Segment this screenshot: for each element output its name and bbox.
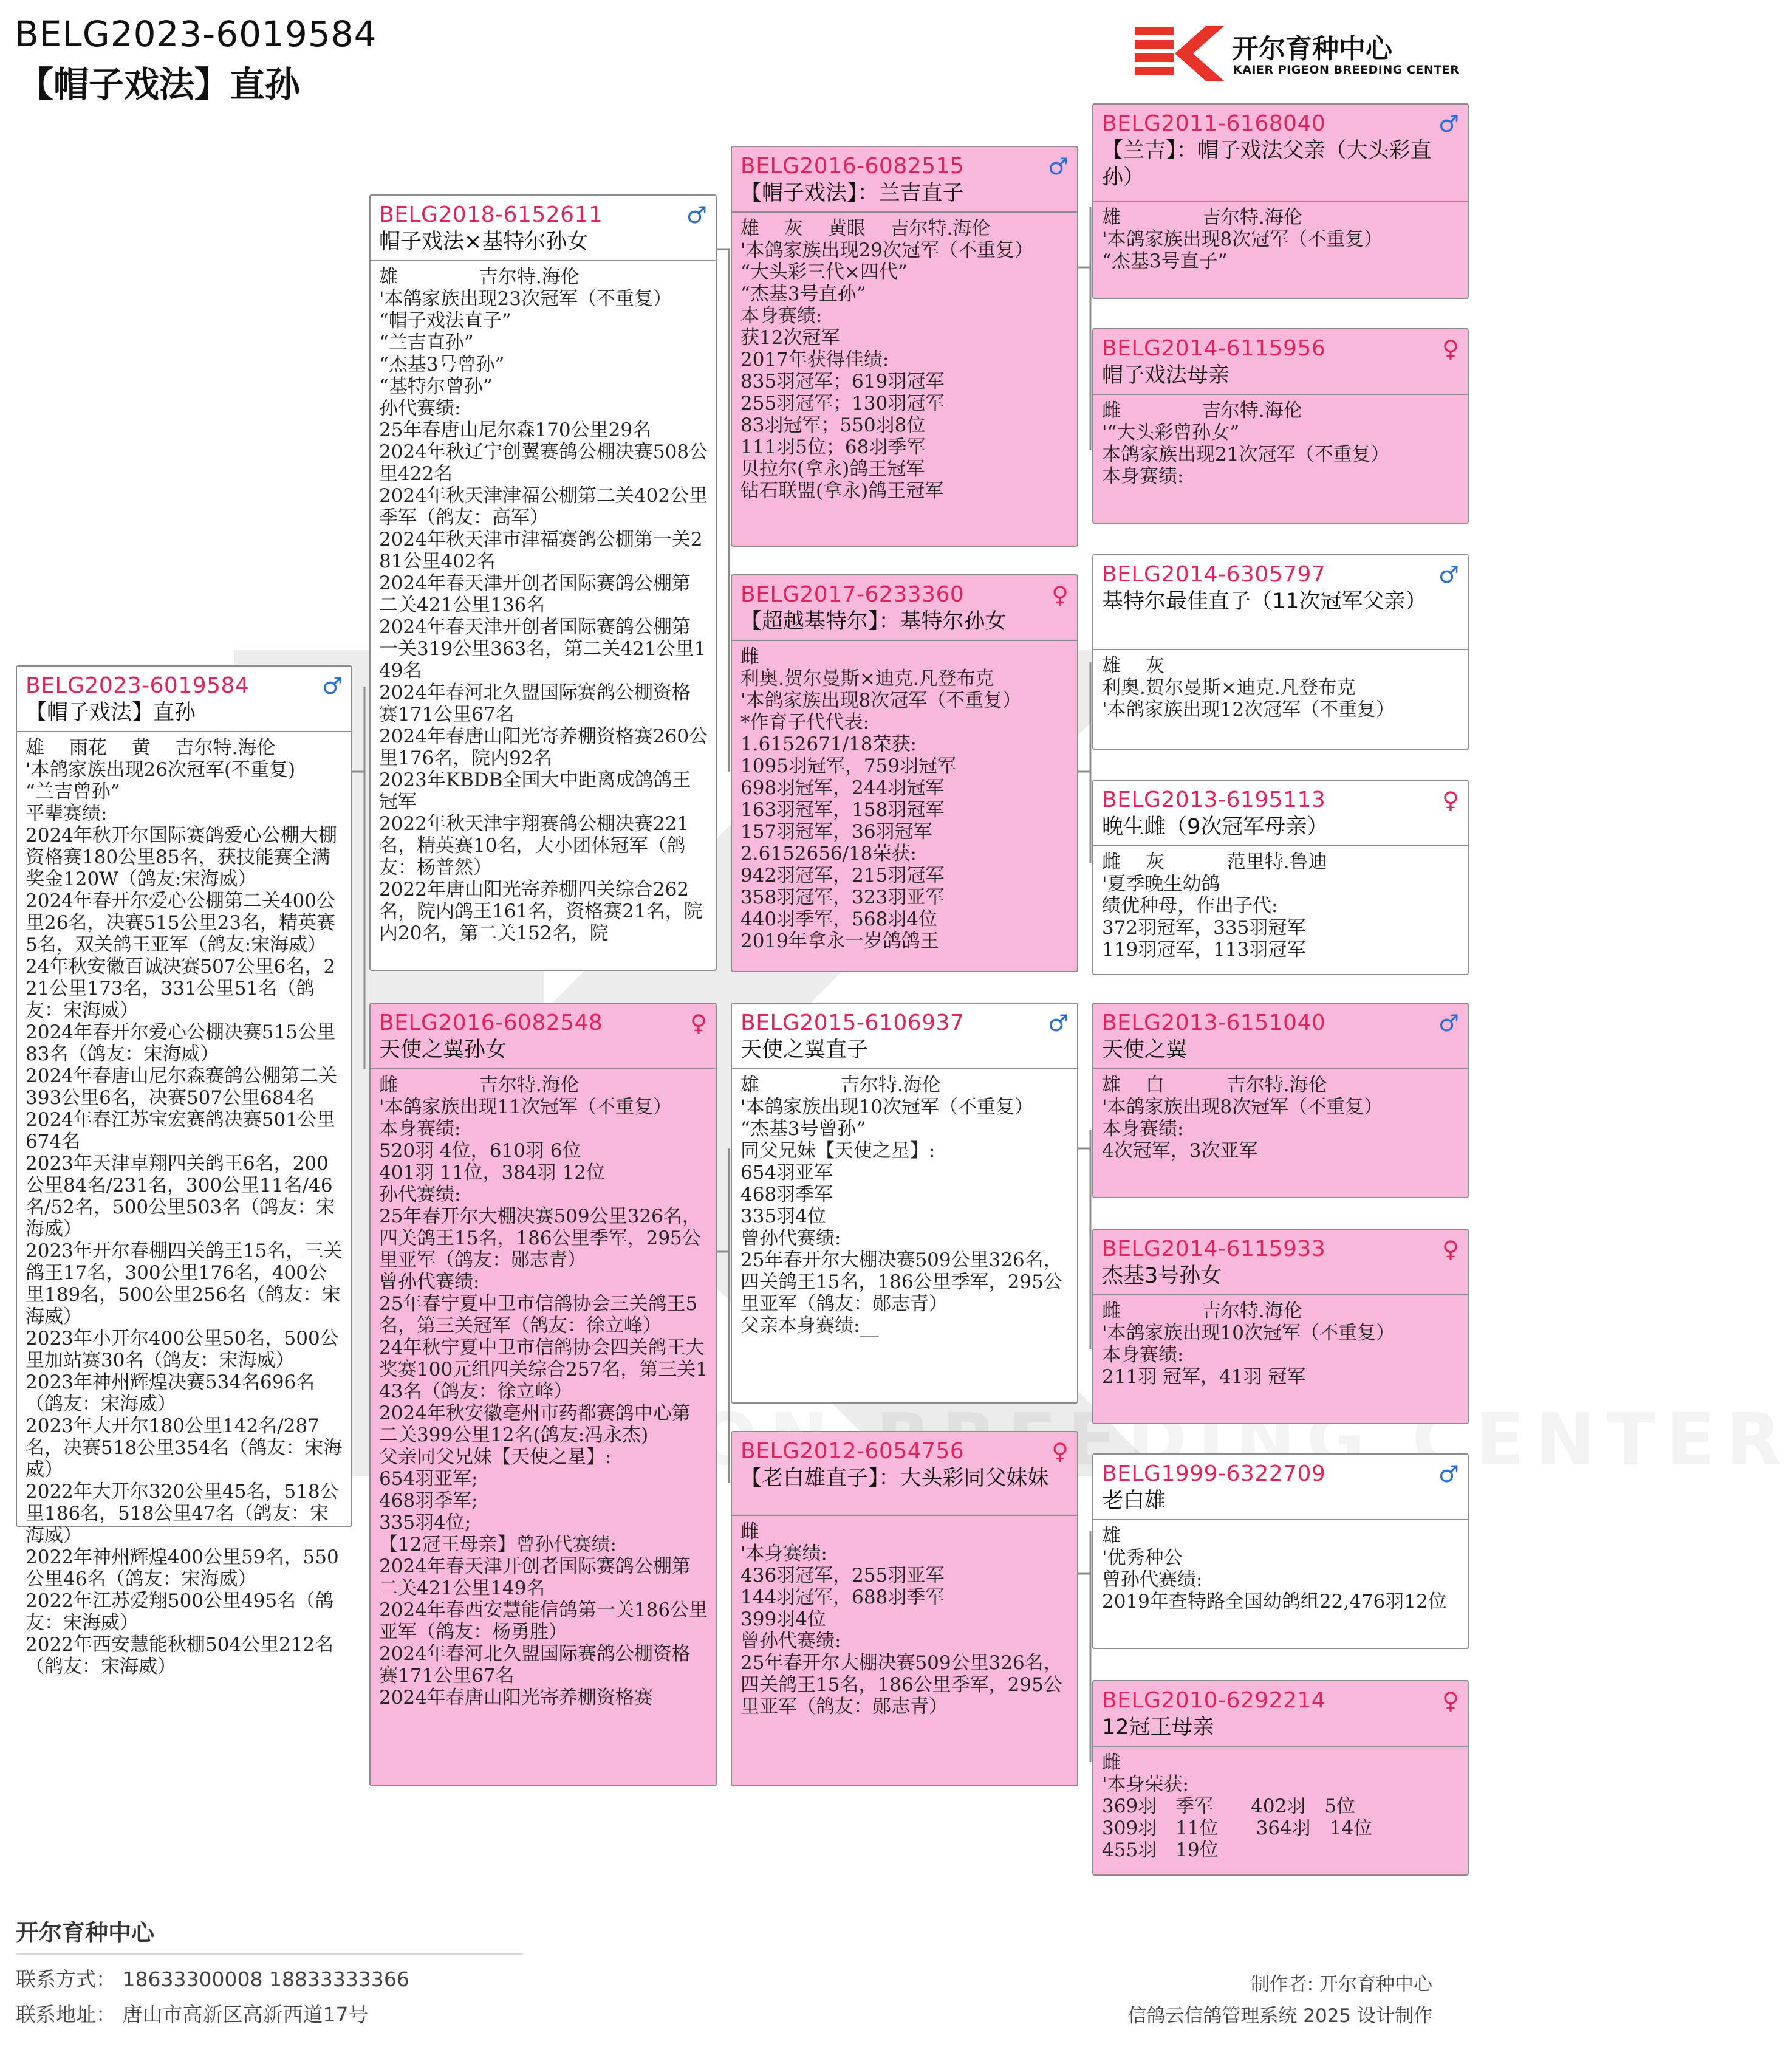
pigeon-description: 雄 灰 利奥.贺尔曼斯×迪克.凡登布克 '本鸽家族出现12次冠军（不重复） [1102,655,1395,721]
footer-contact: 联系方式： 18633300008 18833333366 [16,1967,409,1991]
ring-number: BELG2013-6195113 [1102,787,1326,812]
male-icon: ♂ [321,673,343,699]
page-title: 【帽子戏法】直孙 [18,64,301,105]
pedigree-card-ddd[interactable] [1092,1680,1469,1876]
pedigree-card-dsd[interactable] [1092,1229,1469,1424]
ring-number: BELG2016-6082548 [379,1010,603,1035]
pigeon-description: 雄 吉尔特.海伦 '本鸽家族出现23次冠军（不重复） “帽子戏法直子” “兰吉直孙” “杰基3号曾孙” “基特尔曾孙” 孙代赛绩: 25年春唐山尼尔森170公里29名 2024年秋辽宁创翼赛鸽公棚决赛508公里422名 2024年秋天津津福公棚第二关402公里季军（鸽友：高军） 2024年秋天津市津福赛鸽公棚第一关281公里402名 2024年春天津开创者国际赛鸽公棚第二关421公里136名 2024年春天津开创者国际赛鸽公棚第一关319公里363名，第二关421公里149名 2024年春河北久盟国际赛鸽公棚资格赛171公里67名 2024年春唐山阳光寄养棚资格赛260公里176名，院内92名 2023年KBDB全国大中距离成鸽鸽王冠军 2022年秋天津宇翔赛鸽公棚决赛221名，精英赛10名，大小团体冠军（鸽友：杨普然） 2022年唐山阳光寄养棚四关综合262名，院内鸽王161名，资格赛21名，院内20名，第二关152名，院 [379,266,708,944]
pigeon-name: 12冠王母亲 [1102,1715,1214,1740]
male-icon: ♂ [1438,1010,1459,1037]
ring-number: BELG2017-6233360 [740,582,965,607]
pigeon-name: 【超越基特尔】：基特尔孙女 [740,609,1007,634]
pigeon-name: 老白雄 [1102,1489,1166,1513]
pigeon-name: 杰基3号孙女 [1102,1264,1222,1288]
ring-number: BELG2012-6054756 [740,1439,965,1464]
ring-number: BELG2015-6106937 [740,1010,965,1035]
logo-cn-text: 开尔育种中心 [1232,33,1392,64]
pigeon-name: 晚生雌（9次冠军母亲） [1102,815,1329,839]
ring-number: BELG2014-6115956 [1102,336,1326,361]
ring-number: BELG2011-6168040 [1102,111,1326,136]
pedigree-card-dam-sire[interactable] [731,1003,1078,1404]
pigeon-name: 【帽子戏法】直孙 [26,701,196,725]
pigeon-description: 雄 灰 黄眼 吉尔特.海伦 '本鸽家族出现29次冠军（不重复） “大头彩三代×四代” “杰基3号直孙” 本身赛绩: 获12次冠军 2017年获得佳绩: 835羽冠军；619羽冠军 255羽冠军；130羽冠军 83羽冠军；550羽8位 111羽5位；68羽季军 贝拉尔(拿永)鸽王冠军 钻石联盟(拿永)鸽王冠军 [740,218,1033,502]
pigeon-name: 天使之翼孙女 [379,1038,507,1062]
footer-address: 联系地址： 唐山市高新区高新西道17号 [16,2003,369,2026]
pedigree-card-dds[interactable] [1092,1453,1469,1649]
ring-number: BELG2018-6152611 [379,202,603,227]
ring-number: BELG2016-6082515 [740,154,965,179]
ring-number: BELG2023-6019584 [26,673,250,698]
pigeon-description: 雄 '优秀种公 曾孙代赛绩: 2019年查特路全国幼鸽组22,476羽12位 [1102,1525,1447,1613]
pigeon-description: 雄 雨花 黄 吉尔特.海伦 '本鸽家族出现26次冠军(不重复) “兰吉曾孙” 平辈赛绩: 2024年秋开尔国际赛鸽爱心公棚大棚资格赛180公里85名，获技能赛全满奖金120W（鸽友:宋海威） 2024年春开尔爱心公棚第二关400公里26名，决赛515公里23名，精英赛5名，双关鸽王亚军（鸽友:宋海威） 24年秋安徽百诚决赛507公里6名，221公里173名，331公里51名（鸽友：宋海威） 2024年春开尔爱心公棚决赛515公里83名（鸽友：宋海威） 2024年春唐山尼尔森赛鸽公棚第二关393公里6名，决赛507公里684名 2024年春江苏宝宏赛鸽决赛501公里674名 2023年天津卓翔四关鸽王6名，200公里84名/231名，300公里11名/46名/52名，500公里503名（鸽友：宋海威） 2023年开尔春棚四关鸽王15名，三关鸽王17名，300公里176名，400公里189名，500公里256名（鸽友：宋海威） 2023年小开尔400公里50名，500公里加站赛30名（鸽友：宋海威） 2023年神州辉煌决赛534名696名（鸽友：宋海威） 2023年大开尔180公里142名/287名，决赛518公里354名（鸽友：宋海威） 2022年大开尔320公里45名，518公里186名，518公里47名（鸽友：宋海威） 2022年神州辉煌400公里59名，550公里46名（鸽友：宋海威） 2022年江苏爱翔500公里495名（鸽友：宋海威） 2022年西安慧能秋棚504公里212名（鸽友：宋海威） [26,737,343,1678]
female-icon: ♀ [690,1010,707,1037]
pigeon-description: 雌 吉尔特.海伦 '本鸽家族出现11次冠军（不重复） 本身赛绩: 520羽 4位，610羽 6位 401羽 11位，384羽 12位 孙代赛绩: 25年春开尔大棚决赛509公里326名，四关鸽王15名，186公里季军，295公里亚军（鸽友：郧志青） 曾孙代赛绩: 25年春宁夏中卫市信鸽协会三关鸽王5名，第三关冠军（鸽友：徐立峰） 24年秋宁夏中卫市信鸽协会四关鸽王大奖赛100元组四关综合257名，第三关143名（鸽友：徐立峰） 2024年秋安徽亳州市药都赛鸽中心第二关399公里12名(鸽友:冯永杰) 父亲同父兄妹【天使之星】: 654羽亚军; 468羽季军; 335羽4位; 【12冠王母亲】曾孙代赛绩: 2024年春天津开创者国际赛鸽公棚第二关421公里149名 2024年春西安慧能信鸽第一关186公里亚军（鸽友：杨勇胜） 2024年春河北久盟国际赛鸽公棚资格赛171公里67名 2024年春唐山阳光寄养棚资格赛 [379,1074,708,1709]
pedigree-card-sire-dam[interactable] [731,574,1078,972]
pedigree-card-dss[interactable] [1092,1003,1469,1198]
footer-maker: 制作者: 开尔育种中心 [1250,1973,1432,1995]
male-icon: ♂ [1047,1010,1069,1037]
male-icon: ♂ [1047,153,1069,180]
male-icon: ♂ [686,202,707,228]
pedigree-card-sdd[interactable] [1092,780,1469,975]
footer-divider [16,1953,523,1955]
ring-number: BELG1999-6322709 [1102,1461,1326,1486]
pigeon-name: 天使之翼直子 [740,1038,869,1062]
pigeon-description: 雄 吉尔特.海伦 '本鸽家族出现8次冠军（不重复） “杰基3号直子” [1102,207,1383,272]
female-icon: ♀ [1442,1687,1459,1714]
pedigree-card-sds[interactable] [1092,554,1469,750]
pedigree-card-dam-dam[interactable] [731,1431,1078,1786]
female-icon: ♀ [1442,1236,1459,1263]
pigeon-name: 帽子戏法×基特尔孙女 [379,230,589,254]
pedigree-card-ssd[interactable] [1092,328,1469,524]
male-icon: ♂ [1438,561,1459,588]
pigeon-name: 【兰吉】：帽子戏法父亲（大头彩直孙） [1102,139,1432,190]
pedigree-card-subject[interactable] [16,665,352,1678]
pigeon-description: 雌 吉尔特.海伦 '“大头彩曾孙女” 本鸽家族出现21次冠军（不重复） 本身赛绩: [1102,400,1390,487]
female-icon: ♀ [1052,1438,1069,1465]
pedigree-card-dam[interactable] [369,1003,717,1786]
pigeon-description: 雌 利奥.贺尔曼斯×迪克.凡登布克 '本鸽家族出现8次冠军（不重复） *作育子代代表: 1.6152671/18荣获: 1095羽冠军，759羽冠军 698羽冠军，244羽冠军 163羽冠军，158羽冠军 157羽冠军，36羽冠军 2.6152656/18荣获: 942羽冠军，215羽冠军 358羽冠军，323羽亚军 440羽季军，568羽4位 2019年拿永一岁鸽鸽王 [740,646,1022,952]
page-ring-id: BELG2023-6019584 [15,13,377,55]
pedigree-card-sire-sire[interactable] [731,146,1078,547]
pigeon-name: 帽子戏法母亲 [1102,363,1230,388]
pedigree-card-sire[interactable] [369,194,717,971]
pigeon-name: 天使之翼 [1102,1038,1188,1062]
ring-number: BELG2014-6305797 [1102,562,1326,587]
pigeon-description: 雄 白 吉尔特.海伦 '本鸽家族出现8次冠军（不重复） 本身赛绩: 4次冠军，3次亚军 [1102,1074,1383,1162]
logo-en-text: KAIER PIGEON BREEDING CENTER [1233,63,1460,77]
pedigree-card-sss[interactable] [1092,103,1469,299]
pigeon-name: 【老白雄直子】：大头彩同父妹妹 [740,1466,1049,1490]
male-icon: ♂ [1438,111,1459,137]
ring-number: BELG2013-6151040 [1102,1010,1326,1035]
pigeon-name: 基特尔最佳直子（11次冠军父亲） [1102,589,1427,614]
female-icon: ♀ [1442,787,1459,814]
footer-system: 信鸽云信鸽管理系统 2025 设计制作 [1127,2005,1432,2027]
pigeon-description: 雌 灰 范里特.鲁迪 '夏季晚生幼鸽 绩优种母，作出子代: 372羽冠军，335羽冠军 119羽冠军，113羽冠军 [1102,851,1327,961]
female-icon: ♀ [1442,335,1459,362]
pigeon-description: 雌 吉尔特.海伦 '本鸽家族出现10次冠军（不重复） 本身赛绩: 211羽 冠军，41羽 冠军 [1102,1300,1395,1388]
male-icon: ♂ [1438,1461,1459,1487]
pigeon-description: 雌 '本身荣获: 369羽 季军 402羽 5位 309羽 11位 364羽 14位 455羽 19位 [1102,1752,1373,1861]
pigeon-description: 雄 吉尔特.海伦 '本鸽家族出现10次冠军（不重复） “杰基3号曾孙” 同父兄妹【天使之星】: 654羽亚军 468羽季军 335羽4位 曾孙代赛绩: 25年春开尔大棚决赛509公里326名，四关鸽王15名，186公里季军，295公里亚军（鸽友：郧志青） 父亲本身赛绩:__ [740,1074,1062,1337]
footer-org-name: 开尔育种中心 [16,1919,155,1946]
pigeon-description: 雌 '本身赛绩: 436羽冠军，255羽亚军 144羽冠军，688羽季军 399羽4位 曾孙代赛绩: 25年春开尔大棚决赛509公里326名，四关鸽王15名，186公里季军，295公里亚军（鸽友：郧志青） [740,1521,1062,1718]
ring-number: BELG2014-6115933 [1102,1236,1326,1261]
pigeon-name: 【帽子戏法】：兰吉直子 [740,181,964,205]
female-icon: ♀ [1052,581,1069,608]
ring-number: BELG2010-6292214 [1102,1688,1326,1713]
